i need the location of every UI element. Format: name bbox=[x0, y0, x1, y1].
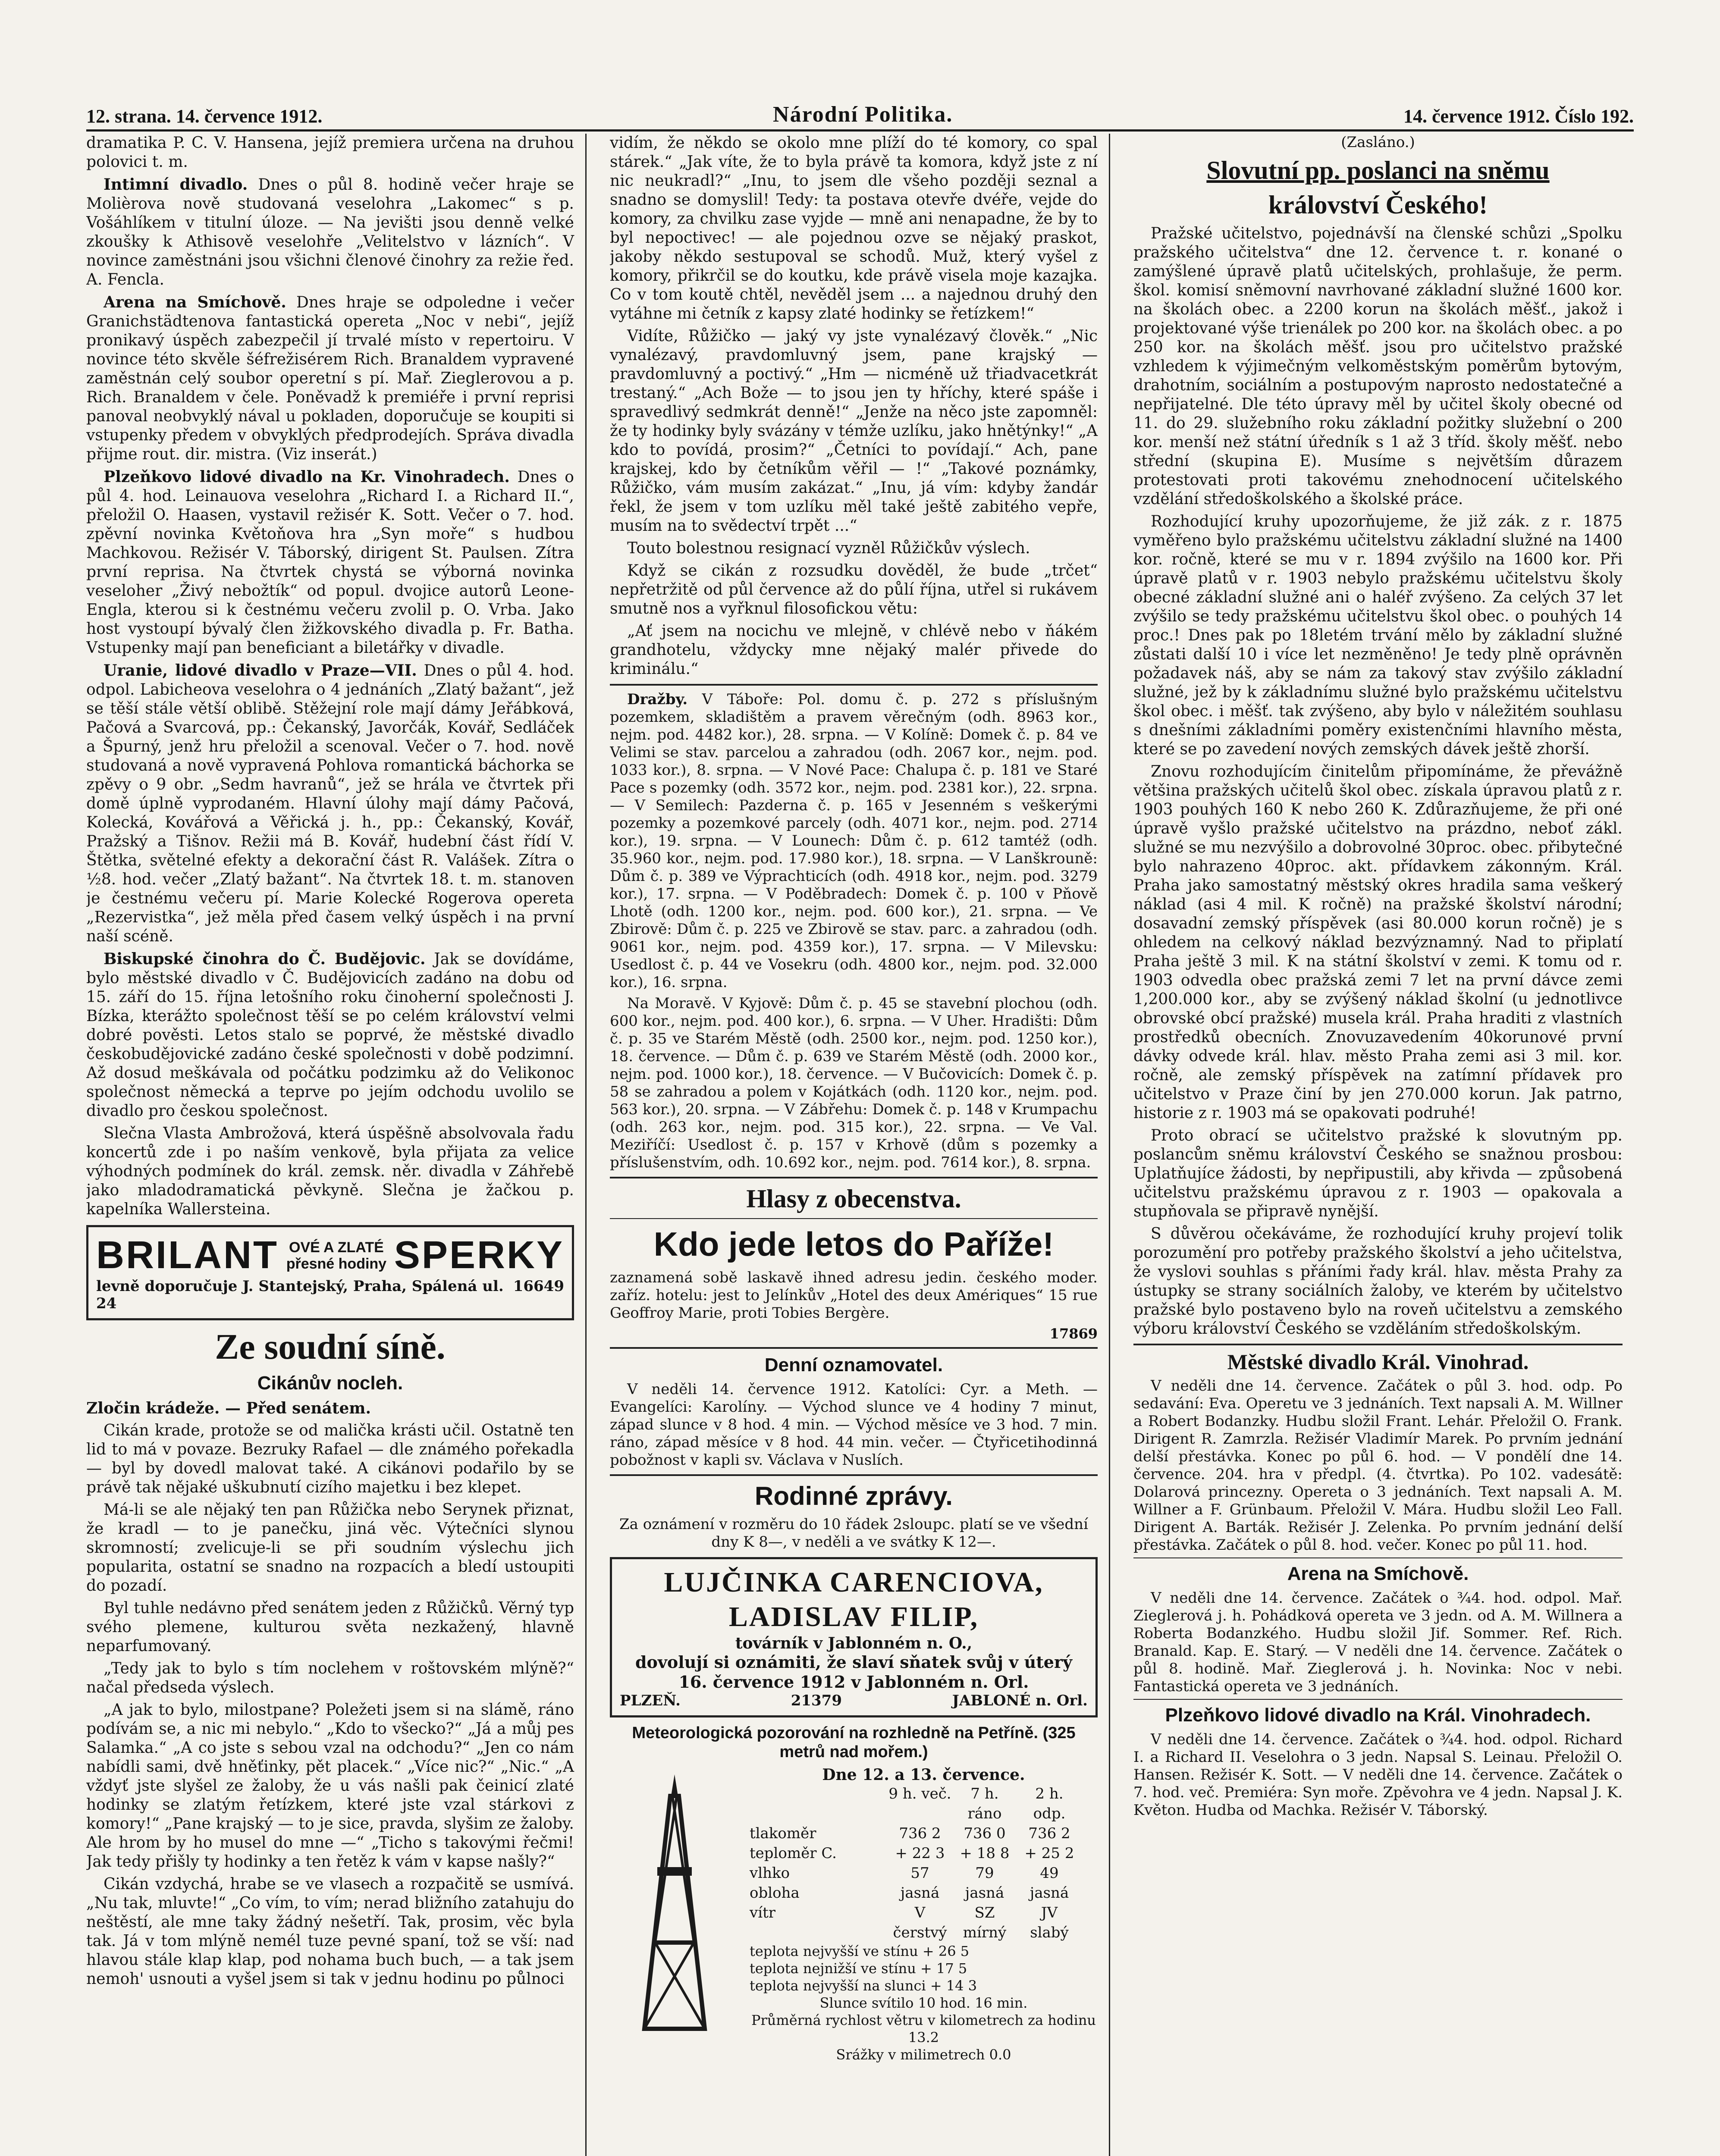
sperky-word: SPERKY bbox=[394, 1234, 564, 1277]
weather-cell: JV bbox=[1041, 1904, 1058, 1921]
appeal-p4: Proto obrací se učitelstvo pražské k slovutným pp. poslancům sněmu království Českého se snažnou prosbou: Uplatňujíce žádosti, by nepřipustili, aby křivda — způsobená učitelstvu pražskému úpravou z r. 1903 — opakovala a stupňovala se připravě nynější. bbox=[1133, 1127, 1623, 1220]
columns bbox=[86, 134, 1634, 2156]
divider bbox=[610, 684, 1098, 686]
weather-cell: 49 bbox=[1040, 1865, 1059, 1882]
weather-cell: + 22 3 bbox=[895, 1845, 945, 1862]
story-p5: „Ať jsem na nocichu ve mlejně, v chlévě nebo v ňákém grandhotelu, vždycky mne nějaký malér přivede do kriminálu.“ bbox=[610, 622, 1098, 678]
appeal-p1: Pražské učitelstvo, pojednávší na členské schůzi „Spolku pražského učitelstva“ dne 12. července t. r. konané o zamýšlené úpravě platů učitelských, prohlašuje, že perm. škol. komisí sněmovní navrhované základní služné 1600 kor. na školách obec. a 2200 korun na školách měšť., jakož i projektované výše trienálek po 200 kor. na školách obec. a po 250 kor. na školách měšť. jsou pro učitelstvo pražské vzhledem k výjimečným velkoměstským poměrům bytovým, drahotním, sociálním a postupovým naprosto nedostatečné a nepřijatelné. Dle této úpravy měl by učitel školy obecné od 11. do 29. služebního roku základní požitky služební o 200 kor. menší než státní úředník s 1 až 3 tříd. školy měšť. nebo střední (skupina E). Musíme s největším důrazem protestovati proti takovému znehodnocení učitelského vzdělání středoškolského a školské práce. bbox=[1133, 225, 1623, 508]
divider bbox=[1133, 1699, 1623, 1700]
court-subtitle: Cikánův nocleh. bbox=[257, 1373, 403, 1394]
plzenske-ad-text: V neděli dne 14. července. Začátek o ¾4. hod. odpol. Richard I. a Richard II. Veselohra o 3 jedn. Napsal S. Leinau. Přeložil O. Hansen. Režisér K. Sott. — V neděli dne 14. července. Začátek o 7. hod. več. Premiéra: Syn moře. Zpěvohra ve 4 jedn. Napsal J. K. Květon. Hudba od Machka. Režisér V. Táborský. bbox=[1133, 1731, 1623, 1819]
divider bbox=[1133, 1344, 1623, 1345]
court-p6: Cikán vzdychá, hrabe se ve vlasech a rozpačitě se usmívá. „Nu tak, mluvte!“ „Co vím, to vím; nerad bližního zatahuju do neštěstí, ale mne taky žádný nešetří. Tak, prosim, věc byla tak. Já v tom mlýně nemél tuze pevné spaní, tož se vší: nad hlavou stále klap klap, pod nohama buch buch, — a tak jsem nemoh' usnouti a vyšel jsem si tak v jednu hodinu po půlnoci bbox=[86, 1875, 574, 1988]
wedding-sub: továrník v Jablonném n. O., bbox=[735, 1634, 973, 1652]
masthead bbox=[86, 97, 1634, 127]
brilant-code: 16649 bbox=[513, 1278, 564, 1295]
uranie-head: Uranie, lidové divadlo v Praze—VII. bbox=[104, 661, 417, 680]
page-left-info: 12. strana. 14. července 1912. bbox=[86, 106, 323, 127]
appeal-head-2: království Českého! bbox=[1268, 191, 1488, 219]
intimni-article bbox=[86, 175, 574, 289]
weather-col-3: 2 h. odp. bbox=[1033, 1785, 1066, 1822]
story-p3: Touto bolestnou resignací vyzněl Růžičkův výslech. bbox=[627, 539, 1030, 557]
weather-cell: slabý bbox=[1030, 1924, 1069, 1941]
divider bbox=[610, 1347, 1098, 1349]
newspaper-title: Národní Politika. bbox=[773, 102, 953, 127]
weather-cell: jasná bbox=[965, 1884, 1004, 1902]
weather-max: teplota nejvyšší ve stínu + 26 5 bbox=[750, 1943, 970, 1959]
brilant-footer bbox=[96, 1278, 564, 1312]
weather-cell: čerstvý bbox=[893, 1924, 947, 1941]
weather-min: teplota nejnižší ve stínu + 17 5 bbox=[750, 1960, 967, 1977]
weather-cell: + 18 8 bbox=[960, 1845, 1010, 1862]
mestske-text: V neděli dne 14. července. Začátek o půl 3. hod. odp. Po sedavání: Eva. Operetu ve 3 jednáních. Text napsali A. M. Willner a Robert Bodanzky. Hudbu složil Frant. Lehár. Přeložil O. Frank. Dirigent R. Zamrzla. Režisér Vladimír Marek. Po prvním jednání delší přestávka. Konec po půl 6. hod. — V pondělí dne 14. července. 204. hra v předpl. (4. čtvrtka). Po 102. vadesátě: Dolarová princezny. Opereta o 3 jednáních. Text napsali A. M. Willner a F. Grünbaum. Přeložil V. Mára. Hudbu složil Leo Fall. Dirigent A. Barták. Režisér J. Zelenka. Po prvním jednání delší přestávka. Začátek o půl 8. hod. večer. Konec po půl 11. hod. bbox=[1133, 1377, 1623, 1554]
weather-wind: Průměrná rychlost větru v kilometrech za hodinu 13.2 bbox=[751, 2012, 1096, 2046]
mestske-head: Městské divadlo Král. Vinohrad. bbox=[1227, 1350, 1529, 1374]
arena-text: Dnes hraje se odpoledne i večer Granichstädtenova fantastická opereta „Noc v nebi“, jejíž pronikavý úspěch zabezpečil jí trvalé místo v repertoiru. V novince této skvěle šéfrežisérem Rich. Branaldem vypravené zaměstnán celý soubor operetní s pí. Mař. Zieglerovou a p. Rich. Branaldem v čele. Poněvadž k premiéře i první reprisi panoval neobvyklý nával u pokladen, doporučuje se koupiti si vstupenky předem v obvyklých předprodejích. Správa divadla přijme rout. dir. mistra. (Viz inserát.) bbox=[86, 294, 574, 463]
weather-col-1: 9 h. več. bbox=[888, 1785, 951, 1802]
plzenske-head: Plzeňkovo lidové divadlo na Kr. Vinohradech. bbox=[104, 468, 510, 486]
brilant-ad bbox=[86, 1225, 574, 1320]
plzenske-ad-head: Plzeňkovo lidové divadlo na Král. Vinohradech. bbox=[1165, 1705, 1591, 1726]
brilant-mid: OVÉ A ZLATÉ přesné hodiny bbox=[286, 1239, 387, 1272]
uranie-article bbox=[86, 661, 574, 946]
intimni-text: Dnes o půl 8. hodině večer hraje se Molièrova nově studovaná veselohra „Lakomec“ s p. Vošáhlíkem v titulní úloze. — Na jevišti jsou denně velké zkoušky k Athisově veselohře „Velitelstvo v lázních“. V novince zaměstnáni jsou všichni členové činohry za režie řed. A. Fencla. bbox=[86, 176, 574, 288]
weather-sunshine: Slunce svítilo 10 hod. 16 min. bbox=[819, 1995, 1028, 2011]
plzenske-article bbox=[86, 467, 574, 658]
brilant-word: BRILANT bbox=[96, 1234, 279, 1277]
intimni-head: Intimní divadlo. bbox=[104, 175, 248, 194]
weather-label: tlakoměr bbox=[750, 1825, 816, 1842]
drazby-head: Dražby. bbox=[627, 691, 688, 708]
column-3 bbox=[1133, 134, 1634, 2156]
weather-cell: 79 bbox=[975, 1865, 994, 1882]
rodinne-text: Za oznámení v rozměru do 10 řádek 2sloupc. platí se ve všední dny K 8—, v neděli a ve svátky K 12—. bbox=[619, 1516, 1088, 1551]
page-right-info: 14. července 1912. Číslo 192. bbox=[1403, 106, 1634, 127]
weather-head: Meteorologická pozorování na rozhledně na Petříně. (325 metrů nad mořem.) bbox=[632, 1724, 1076, 1761]
court-p1: Cikán krade, protože se od malička krásti učil. Ostatně ten lid to má v povaze. Bezruky Rafael — dle známého pořekadla — byl by dovedl malovat také. A cikánovi podařilo by se právě tak nějaké uškubnutí cizího majetku i bez klepet. bbox=[86, 1422, 574, 1496]
masthead-rule bbox=[86, 129, 1634, 132]
weather-rain: Srážky v milimetrech 0.0 bbox=[836, 2046, 1011, 2063]
column-1 bbox=[86, 134, 587, 2156]
uranie-text: Dnes o půl 4. hod. odpol. Labicheova veselohra o 4 jednáních „Zlatý bažant“, jež se těší stále větší oblibě. Stěžejní role mají dámy Jeřábková, Pačová a Svarcová, pp.: Čekanský, Javorčák, Kovář, Sedláček a Špurný, jenž hru přeložil a scenoval. Večer o 7. hod. nově studovaná a nově vypravená Pohlova romantická báchorka se zpěvy o 9 obr. „Sedm havranů“, jež se hrála ve čtvrtek při domě úplně vyprodaném. Hlavní úlohy mají dámy Pačová, Kolecká, Kovářová a Věřická j. h., pp.: Čekanský, Kovář, Pražský a Tišnov. Režii má B. Kovář, hudební část řídí V. Štětka, světelné efekty a dekorační část R. Valášek. Zítra o ½8. hod. večer „Zlatý bažant“. Na čtvrtek 18. t. m. stanoven je čestnému večeru pí. Marie Kolecké Rogerova opereta „Rezervistka“, jež měla před časem velký úspěch i na první naší scéně. bbox=[86, 662, 574, 945]
wedding-place-left: PLZEŇ. bbox=[620, 1692, 681, 1709]
story-p2: Vidíte, Růžičko — jaký vy jste vynalézavý člověk.“ „Nic vynalézavý, pravdomluvný jsem, pane krajský — pravdomluvný a poctivý.“ „Hm — nicméně už třiadvacetkrát trestaný.“ „Ach Bože — to jsou jen ty hříchy, které spáše i spravedlivý sedmkrát denně!“ „Jenže na něco jste zapomněl: že ty hodinky byly svázány v témže uzlíku, jako hnětýnky!“ „A kdo to povídá, prosim?“ „Četníci to povídají.“ Ach, pane krajskej, kdo by četníkům věřil — !“ „Takové poznámky, Růžičko, vám musím zakázat.“ „Inu, já vím: kdyby žandár řekl, že jsem v tom uzlíku měl také ještě zabitého vepře, musím na to svědectví trpět ...“ bbox=[610, 327, 1098, 535]
zaslano-label: (Zasláno.) bbox=[1341, 134, 1415, 151]
hlasy-head: Hlasy z obecenstva. bbox=[746, 1185, 961, 1213]
wedding-name-2: LADISLAV FILIP, bbox=[728, 1601, 979, 1633]
theatre-intro: dramatika P. C. V. Hansena, jejíž premiera určena na druhou polovici t. m. bbox=[86, 134, 574, 171]
weather-cell: jasná bbox=[1029, 1884, 1069, 1902]
divider bbox=[1133, 1557, 1623, 1558]
weather-label: vlhko bbox=[750, 1865, 790, 1882]
arena-ad-head: Arena na Smíchově. bbox=[1287, 1563, 1469, 1584]
weather-corner bbox=[750, 1784, 888, 1824]
pariz-text: zaznamená sobě laskavě ihned adresu jedin. českého moder. zaříz. hotelu: jest to Jelínkův „Hotel des deux Amériques“ 15 rue Geoffroy Marie, proti Tobies Bergère. bbox=[610, 1269, 1098, 1322]
weather-row bbox=[750, 1883, 1098, 1903]
weather-table bbox=[750, 1766, 1098, 2063]
arena-head: Arena na Smíchově. bbox=[104, 293, 286, 311]
court-p3: Byl tuhle nedávno před senátem jeden z Růžičků. Věrný typ svého plemene, kulturou světa nezkažený, hlavně neparfumovaný. bbox=[86, 1599, 574, 1655]
divider bbox=[610, 1474, 1098, 1476]
weather-cell: V bbox=[914, 1904, 926, 1921]
weather-row bbox=[750, 1923, 1098, 1943]
weather-row bbox=[750, 1824, 1098, 1843]
brilant-row bbox=[96, 1233, 564, 1278]
pariz-code: 17869 bbox=[1049, 1326, 1098, 1342]
budejovice-head: Biskupské činohra do Č. Budějovic. bbox=[104, 950, 426, 968]
arena-ad-text: V neděli dne 14. července. Začátek o ¾4. hod. odpol. Mař. Zieglerová j. h. Pohádková opereta ve 3 jedn. od A. M. Willnera a Roberta Bodanzkého. Hudbu složil Jif. Sommer. Ref. Rich. Branald. Kap. E. Starý. — V neděli dne 14. července. Začátek o půl 8. hodině. Mař. Zieglerová j. h. Novinka: Noc v nebi. Fantastická opereta ve 3 jednáních. bbox=[1133, 1589, 1623, 1695]
drazby-text: V Táboře: Pol. domu č. p. 272 s příslušným pozemkem, skladištěm a pravem věrečným (odh. 8963 kor., nejm. pod. 4482 kor.), 28. srpna. — V Kolíně: Domek č. p. 84 ve Velimi se stav. parcelou a zahradou (odh. 2067 kor., nejm. pod. 1033 kor.), 8. srpna. — V Nové Pace: Chalupa č. p. 181 ve Staré Pace s pozemky (odh. 3572 kor., nejm. pod. 2381 kor.), 22. srpna. — V Semilech: Pazderna č. p. 165 v Jesenném s veškerými pozemky a pozemkové parcely (odh. 4071 kor., nejm. pod. 2714 kor.), 19. srpna. — V Lounech: Dům č. p. 612 tamtéž (odh. 35.960 kor., nejm. pod. 17.980 kor.), 18. srpna. — V Lanškrouně: Dům č. p. 389 ve Výprachticích (odh. 4918 kor., nejm. pod. 3279 kor.), 17. srpna. — V Poděbradech: Domek č. p. 100 v Pňově Lhotě (odh. 1200 kor., nejm. pod. 600 kor.), 21. srpna. — Ve Zbirově: Dům č. p. 225 ve Zbirově se stav. parc. a zahradou (odh. 9061 kor., nejm. pod. 4359 kor.), 17. srpna. — V Milevsku: Usedlost č. p. 44 ve Vosekru (odh. 4800 kor., nejm. pod. 32.000 kor.), 16. srpna. bbox=[610, 691, 1098, 991]
wedding-footer bbox=[620, 1692, 1088, 1709]
weather-cell: SZ bbox=[974, 1904, 995, 1921]
pariz-title: Kdo jede letos do Paříže! bbox=[653, 1225, 1054, 1263]
weather-cell: 736 0 bbox=[964, 1825, 1006, 1842]
wedding-text: dovolují si oznámiti, že slaví sňatek svůj v úterý 16. července 1912 v Jablonném n. Orl. bbox=[635, 1652, 1073, 1692]
court-p5: „A jak to bylo, milostpane? Poležeti jsem si na slámě, ráno podívám se, a nic mi nebylo.“ „Kdo to všecko?“ „Já a můj pes Salamka.“ „A co jste s sebou vzal na odchodu?“ „Jen co nám nabídli sami, dvě hněťinky, pět placek.“ „Více nic?“ „Nic.“ „A vždyť jste slyšel ze žaloby, že u vás našli pak čeinicí zlaté hodinky se zlatým řetízkem, které jste vzal stárkovi z komory!“ „Pane krajský — to je sice, pravda, slyšim ze žaloby. Ale hrom by ho musel do mne —“ „Ticho s takovými řečmi! Jak tedy přišly ty hodinky a ten řetěz k vám v kapse našly?“ bbox=[86, 1701, 574, 1871]
wedding-place-right: JABLONÉ n. Orl. bbox=[952, 1692, 1088, 1709]
morava-text: Na Moravě. V Kyjově: Dům č. p. 45 se stavební plochou (odh. 600 kor., nejm. pod. 400 kor.), 6. srpna. — V Uher. Hradišti: Dům č. p. 35 ve Starém Městě (odh. 2500 kor., nejm. pod. 1250 kor.), 18. července. — Dům č. p. 639 ve Starém Městě (odh. 2000 kor., nejm. pod. 1000 kor.), 18. července. — V Bučovicích: Domek č. p. 58 se zahradou a polem v Kojátkách (odh. 1120 kor., nejm. pod. 563 kor.), 20. srpna. — V Zábřehu: Domek č. p. 148 v Krumpachu (odh. 263 kor., nejm. pod. 315 kor.), 22. srpna. — Ve Val. Meziříčí: Usedlost č. p. 157 v Krhově (dům s pozemky a příslušenstvím, odh. 10.692 kor., nejm. pod. 7614 kor.), 8. srpna. bbox=[610, 995, 1098, 1171]
weather-date: Dne 12. a 13. července. bbox=[822, 1766, 1025, 1784]
oznamovatel-head: Denní oznamovatel. bbox=[764, 1354, 943, 1376]
wedding-code: 21379 bbox=[791, 1692, 842, 1709]
court-p4: „Tedy jak to bylo s tím noclehem v roštovském mlýně?“ načal předseda výslech. bbox=[86, 1660, 574, 1696]
story-p1: vidím, že někdo se okolo mne plíží do té komory, co spal stárek.“ „Jak víte, že to byla právě ta komora, když jste z ní nic neukradl?“ „Inu, to jsem dle všeho později seznal a snadno se domyslil! Tedy: ta postava otevře dvéře, vejde do komory, za chvilku zase vyjde — mně ani nenapadne, že by to byl nepoctivec! — ale pojednou ozve se nějaký praskot, jakoby někdo sestupoval se schodů. Muž, který vyšel z komory, přikrčil se do koutku, kde právě visela moje kazajka. Co v tom koutě chtěl, nevěděl jsem ... a najednou druhý den vytáhne mi četník z kapsy zlaté hodinky se řetízkem!“ bbox=[610, 134, 1098, 323]
divider bbox=[610, 1218, 1098, 1219]
drazby-article bbox=[610, 691, 1098, 991]
weather-cell: 57 bbox=[910, 1865, 929, 1882]
wedding-name-1: LUJČINKA CARENCIOVA, bbox=[664, 1567, 1044, 1598]
weather-label: vítr bbox=[750, 1904, 775, 1921]
appeal-p3: Znovu rozhodujícím činitelům připomínáme, že převážně většina pražských učitelů škol obec. získala úpravou platů z r. 1903 pouhých 160 K nebo 260 K. Zdůrazňujeme, že při oné úpravě vyšlo pražské učitelstvo na prázdno, neboť zákl. služné se mu nezvýšilo a dobrovolné 30proc. obec. přibytečné bylo nahrazeno 40proc. akt. přídavkem zákonným. Král. Praha jako samostatný městský okres hradila sama veškerý náklad (asi 4 mil. K ročně) na pražské školství národní; dosavadní zemský příspěvek (asi 80.000 korun ročně) je s ohledem na celkový náklad bezvýznamný. Nad to připlatí Praha ještě 3 mil. K na státní školství v zemi. K tomu od r. 1903 odvedla obec pražská zemi 7 let na první dávce zemi 1,200.000 kor., aby se zvýšený náklad školní (u jednotlivce obrovské obcí pražské) musela král. Praha hraditi z vlastních prostředků obecních. Znovuzavedením 40korunové první dávky odvede král. hlav. město Praha zemi asi 3 mil. kor. ročně, ale zemský příspěvek na zatímní přídavek pro učitelstvo v Praze činí by jen 270.000 korun. Jak patrno, historie z r. 1903 má se opakovati podruhé! bbox=[1133, 763, 1623, 1122]
weather-area bbox=[610, 1766, 1098, 2063]
weather-cell: 736 2 bbox=[899, 1825, 941, 1842]
petrin-tower-icon bbox=[610, 1766, 739, 2042]
budejovice-text: Jak se dovídáme, bylo městské divadlo v Č. Budějovicích zadáno na dobu od 15. září do 15. října letošního roku činoherní společnosti J. Bízka, kterážto společnost těší se po celém království velmi dobré pověsti. Letos stalo se poprvé, že městské divadlo českobudějovické zadáno české společnosti v době podzimní. Až dosud meškávala od počátku podzimku až do Velikonoc společnost německá a teprve po jejím odchodu uvolilo se divadlo pro českou společnost. bbox=[86, 950, 574, 1120]
weather-cell: mírný bbox=[963, 1924, 1007, 1941]
weather-label: teploměr C. bbox=[750, 1845, 837, 1862]
arena-article bbox=[86, 293, 574, 464]
wedding-announcement bbox=[610, 1557, 1098, 1717]
appeal-p5: S důvěrou očekáváme, že rozhodující kruhy projeví tolik porozumění pro potřeby pražského školství a jeho učitelstva, že vyslovi souhlas s přáními řady král. hlav. města Prahy za ústupky se strany sociálních žaloby, ve kterém by učitelstvo pražské bylo postaveno bylo na roveň učitelstvu a zemského výboru království Českého se vzděláním středoškolským. bbox=[1133, 1225, 1623, 1338]
vlasta-article: Slečna Vlasta Ambrožová, která úspěšně absolvovala řadu koncertů zde i po naším venkově, byla přijata za velice výhodných podmínek do král. zemsk. něr. divadla v Záhřebě jako mladodramatická pěvkyně. Slečna je žačkou p. kapelníka Wallersteina. bbox=[86, 1125, 574, 1218]
court-p2: Má-li se ale nějaký ten pan Růžička nebo Serynek přiznat, že kradl — to je panečku, jiná věc. Výtečníci slynou skromností; zvelicuje-li se při soudním výslechu jich popularita, ostatní se snadno na rozpacích a bledí ustoupiti do pozadí. bbox=[86, 1501, 574, 1595]
weather-label bbox=[750, 1923, 888, 1943]
column-2 bbox=[610, 134, 1110, 2156]
weather-cell: 736 2 bbox=[1028, 1825, 1070, 1842]
court-title: Ze soudní síně. bbox=[215, 1327, 446, 1367]
plzenske-text: Dnes o půl 4. hod. Leinauova veselohra „Richard I. a Richard II.“, přeložil O. Haasen, vystavil režisér K. Sott. Večer o 7. hod. zpěvní novinka Květoňova hra „Syn moře“ s hudbou Machkovou. Režisér V. Táborský, dirigent St. Paulsen. Zítra první reprisa. Na čtvrtek chystá se výborná novinka veseloher „Živý nebožtík“ od popul. dvojice autorů Leone-Engla, kterou si k čestnému večeru zvolil p. O. Vrba. Jako host vystoupí bývalý člen žižkovského divadla p. Fr. Batha. Vstupenky mají pan beneficiant a biletářky v divadle. bbox=[86, 468, 574, 657]
appeal-p2: Rozhodující kruhy upozorňujeme, že již zák. z r. 1875 vyměřeno bylo pražskému učitelstvu základní služné na 1400 kor. ročně, které se mu v r. 1894 zvýšilo na 1600 kor. Při úpravě platů v r. 1903 nebylo pražskému učitelstvu školy obecné základní služné ani o haléř zvýšeno. Za celých 37 let zvýšilo se tedy pražskému učitelstvu škol obec. o pouhých 14 proc.! Dnes pak po 18letém trvání mělo by základní služné zůstati další 10 i více let nezměněno! Je tedy plně oprávněn požadavek náš, aby se nám za takový stav zvýšilo základní služné, jež by k základnímu služné bylo pražskému učitelstvu škol obec. i měšť. tak zvýšeno, aby bylo v náležitém souhlasu s dnešními základními poměry existenčními hlavního města, které se po zavedení nových zemských dávek ještě zhorší. bbox=[1133, 513, 1623, 758]
weather-cell: + 25 2 bbox=[1024, 1845, 1074, 1862]
weather-row bbox=[750, 1843, 1098, 1863]
weather-col-headers bbox=[750, 1784, 1098, 1824]
weather-row bbox=[750, 1863, 1098, 1883]
weather-sun: teplota nejvyšší na slunci + 14 3 bbox=[750, 1977, 977, 1994]
weather-col-2: 7 h. ráno bbox=[967, 1785, 1002, 1822]
weather-row bbox=[750, 1903, 1098, 1923]
weather-cell: jasná bbox=[900, 1884, 940, 1902]
court-line: Zločin krádeže. — Před senátem. bbox=[86, 1399, 371, 1417]
appeal-head-1: Slovutní pp. poslanci na sněmu bbox=[1206, 156, 1550, 185]
divider bbox=[610, 1177, 1098, 1178]
brilant-sub: levně doporučuje J. Stantejský, Praha, Spálená ul. 24 bbox=[96, 1278, 504, 1312]
weather-label: obloha bbox=[750, 1884, 800, 1902]
story-p4: Když se cikán z rozsudku dověděl, že bude „trčet“ nepřetržitě od půl července až do půlí října, utřel si rukávem smutně nos a vyřknul filosofickou větu: bbox=[610, 562, 1098, 617]
oznamovatel-text: V neděli 14. července 1912. Katolíci: Cyr. a Meth. — Evangelíci: Karolíny. — Východ slunce ve 4 hodiny 7 minut, západ slunce v 8 hod. 4 min. — Východ měsíce ve 3 hod. 7 min. ráno, západ měsíce v 8 hod. 44 min. večer. — Čtyřicetihodinná pobožnost v kapli sv. Václava v Nuslích. bbox=[610, 1381, 1098, 1469]
rodinne-head: Rodinné zprávy. bbox=[755, 1482, 953, 1510]
budejovice-article bbox=[86, 950, 574, 1121]
